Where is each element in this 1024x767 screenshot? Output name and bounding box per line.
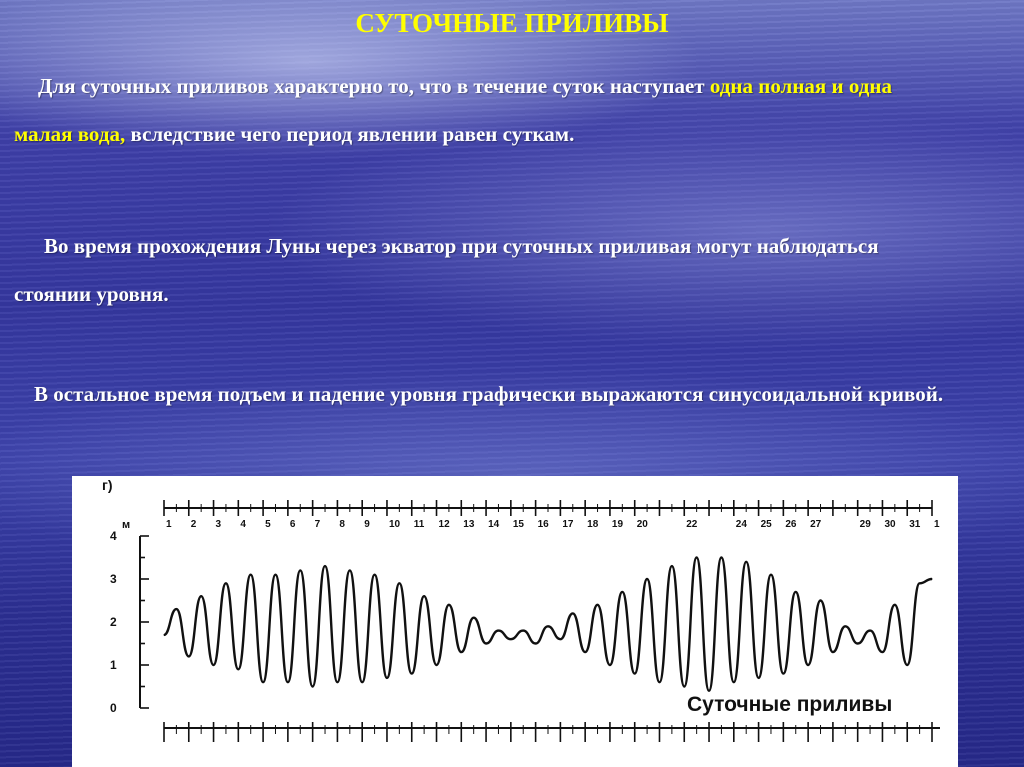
tide-extremum-point (832, 652, 833, 653)
tide-extremum-point (300, 570, 301, 571)
tide-extremum-point (894, 604, 895, 605)
paragraph-1-text-a: Для суточных приливов характерно то, что в течение суток наступает (38, 74, 710, 98)
x-tick-label: 27 (810, 519, 822, 530)
x-tick-label: 30 (884, 519, 896, 530)
tide-extremum-point (374, 574, 375, 575)
tide-extremum-point (671, 566, 672, 567)
tide-extremum-point (386, 677, 387, 678)
tide-extremum-point (448, 604, 449, 605)
tide-extremum-point (696, 557, 697, 558)
x-tick-label: 13 (463, 519, 475, 530)
y-tick-label: 3 (110, 572, 117, 586)
tide-extremum-point (225, 583, 226, 584)
tide-extremum-point (250, 574, 251, 575)
tide-extremum-point (436, 664, 437, 665)
tide-extremum-point (721, 557, 722, 558)
x-tick-label: 31 (909, 519, 921, 530)
x-tick-label: 1 (934, 519, 940, 530)
tide-extremum-point (337, 682, 338, 683)
tide-extremum-point (486, 643, 487, 644)
tide-extremum-point (597, 604, 598, 605)
x-tick-label: 1 (166, 519, 172, 530)
tide-extremum-point (783, 673, 784, 674)
tide-extremum-point (919, 583, 920, 584)
paragraph-moon-equator: Во время прохождения Луны через экватор при суточных приливая могут наблюдаться стоянии уровня. (14, 234, 879, 306)
tide-extremum-point (733, 682, 734, 683)
y-tick-label: 2 (110, 615, 117, 629)
tide-chart (72, 476, 958, 767)
paragraph-1-highlight: одна полная и одна малая вода, (14, 74, 893, 146)
tide-extremum-point (808, 664, 809, 665)
tide-extremum-point (399, 583, 400, 584)
tide-extremum-point (770, 574, 771, 575)
tide-extremum-point (622, 591, 623, 592)
x-tick-label: 22 (686, 519, 698, 530)
x-tick-label: 9 (364, 519, 370, 530)
tide-extremum-point (349, 570, 350, 571)
tide-extremum-point (473, 617, 474, 618)
y-tick-label: 1 (110, 658, 117, 672)
x-tick-label: 10 (388, 519, 401, 530)
tide-extremum-point (857, 643, 858, 644)
y-tick-label: 4 (110, 529, 117, 543)
tide-extremum-point (461, 652, 462, 653)
chart-title: Суточные приливы (687, 693, 893, 716)
chart-panel-label: г) (102, 477, 113, 493)
tide-extremum-point (931, 578, 932, 579)
x-tick-label: 6 (289, 519, 296, 530)
x-tick-label: 8 (339, 519, 345, 530)
x-tick-label: 12 (438, 519, 450, 530)
chart-y-unit-label: м (122, 519, 131, 531)
tide-series-line (164, 558, 932, 691)
tide-extremum-point (820, 600, 821, 601)
paragraph-diurnal-definition (14, 62, 954, 158)
tide-extremum-point (684, 686, 685, 687)
tide-extremum-point (845, 626, 846, 627)
slide-title: СУТОЧНЫЕ ПРИЛИВЫ (355, 8, 669, 38)
x-tick-label: 5 (265, 519, 271, 530)
x-tick-label: 19 (611, 519, 624, 530)
x-tick-label: 25 (760, 519, 772, 530)
tide-extremum-point (238, 669, 239, 670)
tide-extremum-point (708, 690, 709, 691)
tide-extremum-point (362, 682, 363, 683)
tide-extremum-point (523, 630, 524, 631)
tide-extremum-point (907, 664, 908, 665)
tide-extremum-point (535, 643, 536, 644)
x-tick-label: 4 (240, 519, 246, 530)
tide-extremum-point (870, 630, 871, 631)
x-tick-label: 2 (190, 519, 197, 530)
x-tick-label: 16 (537, 519, 549, 530)
tide-extremum-point (411, 673, 412, 674)
tide-extremum-point (585, 652, 586, 653)
tide-extremum-point (176, 609, 177, 610)
tide-extremum-point (560, 639, 561, 640)
tide-extremum-point (287, 682, 288, 683)
x-tick-label: 24 (735, 519, 747, 530)
tide-extremum-point (324, 566, 325, 567)
tide-extremum-point (659, 682, 660, 683)
paragraph-1-text-b: вследствие чего период явлении равен суткам. (125, 122, 575, 146)
tide-extremum-point (572, 613, 573, 614)
tide-extremum-point (634, 673, 635, 674)
paragraph-sinusoidal: В остальное время подъем и падение уровня графически выражаются синусоидальной кривой. (34, 382, 944, 406)
x-tick-label: 18 (587, 519, 599, 530)
x-tick-label: 20 (636, 519, 648, 530)
tide-extremum-point (547, 626, 548, 627)
x-tick-label: 29 (859, 519, 871, 530)
tide-extremum-point (163, 634, 164, 635)
y-tick-label: 0 (110, 701, 117, 715)
tide-extremum-point (201, 596, 202, 597)
x-tick-label: 15 (512, 519, 524, 530)
tide-extremum-point (882, 652, 883, 653)
tide-extremum-point (213, 664, 214, 665)
tide-extremum-point (795, 591, 796, 592)
tide-extremum-point (609, 664, 610, 665)
tide-extremum-point (746, 561, 747, 562)
x-tick-label: 14 (488, 519, 500, 530)
tide-chart-svg (72, 476, 958, 767)
x-tick-label: 17 (562, 519, 574, 530)
tide-extremum-point (424, 596, 425, 597)
tide-extremum-point (188, 656, 189, 657)
tide-extremum-point (275, 574, 276, 575)
x-tick-label: 26 (785, 519, 797, 530)
x-tick-label: 3 (215, 519, 222, 530)
tide-extremum-point (263, 682, 264, 683)
tide-extremum-point (647, 578, 648, 579)
tide-extremum-point (510, 639, 511, 640)
tide-extremum-point (498, 630, 499, 631)
x-tick-label: 7 (314, 519, 321, 530)
tide-extremum-point (758, 677, 759, 678)
tide-extremum-point (312, 686, 313, 687)
chart-marks (163, 557, 932, 692)
x-tick-label: 11 (413, 519, 425, 530)
